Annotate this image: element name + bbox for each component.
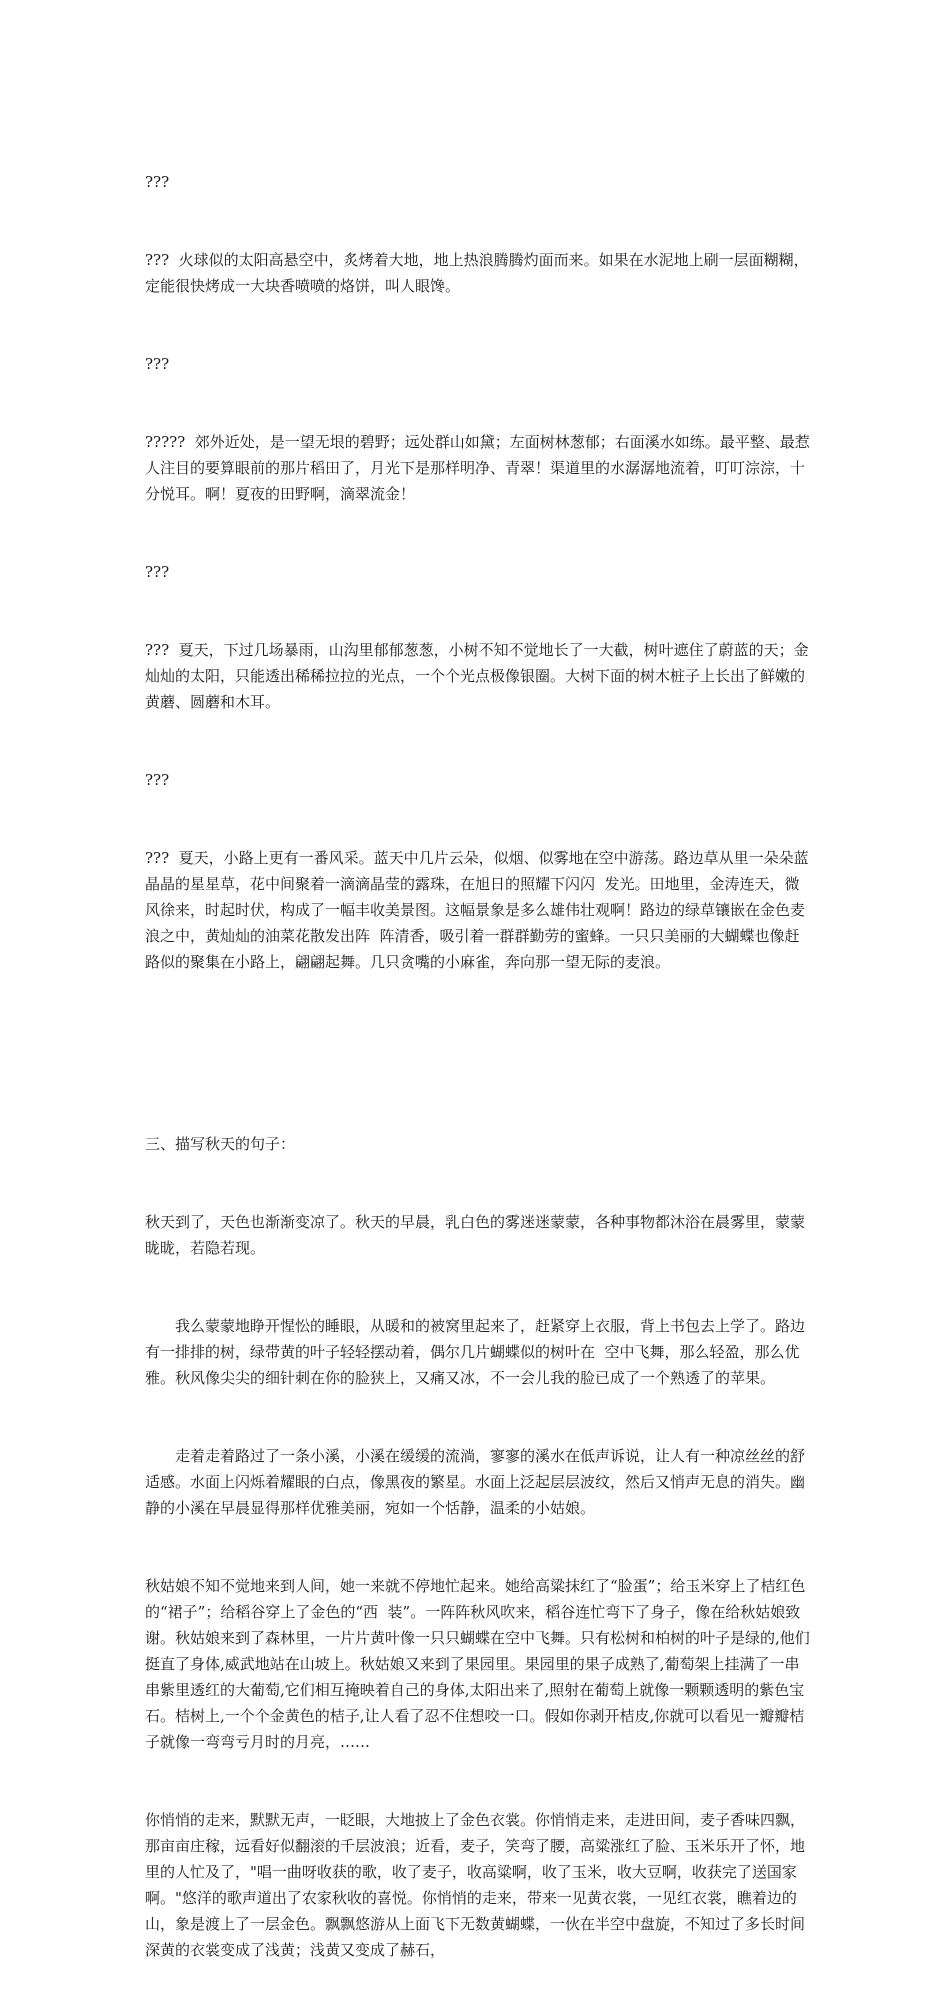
paragraph: ??? bbox=[145, 771, 170, 789]
paragraph: ??? bbox=[145, 355, 170, 373]
paragraph: ??? bbox=[145, 173, 170, 191]
paragraph: ??? 夏天，下过几场暴雨，山沟里郁郁葱葱，小树不知不觉地长了一大截，树叶遮住了蔚蓝的天；金灿灿的太阳，只能透出稀稀拉拉的光点，一个个光点极像银圈。大树下面的树木桩子上长出了鲜嫩的黄蘑、圆蘑和木耳。 bbox=[145, 641, 809, 711]
paragraph: ??? 夏天，小路上更有一番风采。蓝天中几片云朵，似烟、似雾地在空中游荡。路边草从里一朵朵蓝晶晶的星星草，花中间聚着一滴滴晶莹的露珠，在旭日的照耀下闪闪 发光。田地里，金涛连天，微风徐来，时起时伏，构成了一幅丰收美景图。这幅景象是多么雄伟壮观啊！路边的绿草镶嵌在金色麦浪之中，黄灿灿的油菜花散发出阵 阵清香，吸引着一群群勤劳的蜜蜂。一只只美丽的大蝴蝶也像赶路似的聚集在小路上，翩翩起舞。几只贪嘴的小麻雀，奔向那一望无际的麦浪。 bbox=[145, 849, 809, 971]
paragraph: 秋天到了，天色也渐渐变凉了。秋天的早晨，乳白色的雾迷迷蒙蒙，各种事物都沐浴在晨雾里，蒙蒙昽昽，若隐若现。 bbox=[145, 1213, 806, 1257]
paragraph: 秋姑娘不知不觉地来到人间，她一来就不停地忙起来。她给高粱抹红了“脸蛋”；给玉米穿上了桔红色的“裙子”；给稻谷穿上了金色的“西 装”。一阵阵秋风吹来，稻谷连忙弯下了身子，像在给秋姑娘致谢。秋姑娘来到了森林里，一片片黄叶像一只只蝴蝶在空中飞舞。只有松树和柏树的叶子是绿的,他们挺直了身体,威武地站在山坡上。秋姑娘又来到了果园里。果园里的果子成熟了,葡萄架上挂满了一串串紫里透红的大葡萄,它们相互掩映着自己的身体,太阳出来了,照射在葡萄上就像一颗颗透明的紫色宝石。桔树上,一个个金黄色的桔子,让人看了忍不住想咬一口。假如你剥开桔皮,你就可以看见一瓣瓣桔子就像一弯弯亏月时的月亮，…… bbox=[145, 1577, 810, 1751]
paragraph: ??? 火球似的太阳高悬空中，炙烤着大地，地上热浪腾腾灼面而来。如果在水泥地上刷一层面糊糊，定能很快烤成一大块香喷喷的烙饼，叫人眼馋。 bbox=[145, 251, 809, 295]
paragraph: ????? 郊外近处，是一望无垠的碧野；远处群山如黛；左面树林葱郁；右面溪水如练。最平整、最惹人注目的要算眼前的那片稻田了，月光下是那样明净、青翠！渠道里的水潺潺地流着，叮叮淙淙，十分悦耳。啊！夏夜的田野啊，滴翠流金！ bbox=[145, 433, 810, 503]
section-heading: 三、描写秋天的句子： bbox=[145, 1135, 296, 1153]
paragraph: 走着走着路过了一条小溪，小溪在缓缓的流淌，寥寥的溪水在低声诉说，让人有一种凉丝丝的舒适感。水面上闪烁着耀眼的白点，像黑夜的繁星。水面上泛起层层波纹，然后又悄声无息的消失。幽静的小溪在早晨显得那样优雅美丽，宛如一个恬静，温柔的小姑娘。 bbox=[145, 1447, 806, 1517]
paragraph: 你悄悄的走来，默默无声，一眨眼，大地披上了金色衣裳。你悄悄走来，走进田间，麦子香味四飘，那亩亩庄稼，远看好似翻滚的千层波浪；近看，麦子，笑弯了腰，高粱涨红了脸、玉米乐开了怀，地里的人忙及了，"唱一曲呀收获的歌，收了麦子，收高粱啊，收了玉米，收大豆啊，收获完了送国家啊。"悠洋的歌声道出了农家秋收的喜悦。你悄悄的走来，带来一见黄衣裳，一见红衣裳，瞧着边的山，象是渡上了一层金色。飘飘悠游从上面飞下无数黄蝴蝶，一伙在半空中盘旋，不知过了多长时间深黄的衣裳变成了浅黄；浅黄又变成了赫石， bbox=[145, 1811, 806, 1959]
document-body bbox=[145, 117, 810, 2015]
paragraph: ??? bbox=[145, 563, 170, 581]
paragraph: 我么蒙蒙地睁开惺忪的睡眼，从暖和的被窝里起来了，赶紧穿上衣服，背上书包去上学了。路边有一排排的树，绿带黄的叶子轻轻摆动着，偶尔几片蝴蝶似的树叶在 空中飞舞，那么轻盈，那么优雅。秋风像尖尖的细针刺在你的脸狭上，又痛又冰，不一会儿我的脸已成了一个熟透了的苹果。 bbox=[145, 1317, 806, 1387]
spacer bbox=[145, 1027, 810, 1079]
